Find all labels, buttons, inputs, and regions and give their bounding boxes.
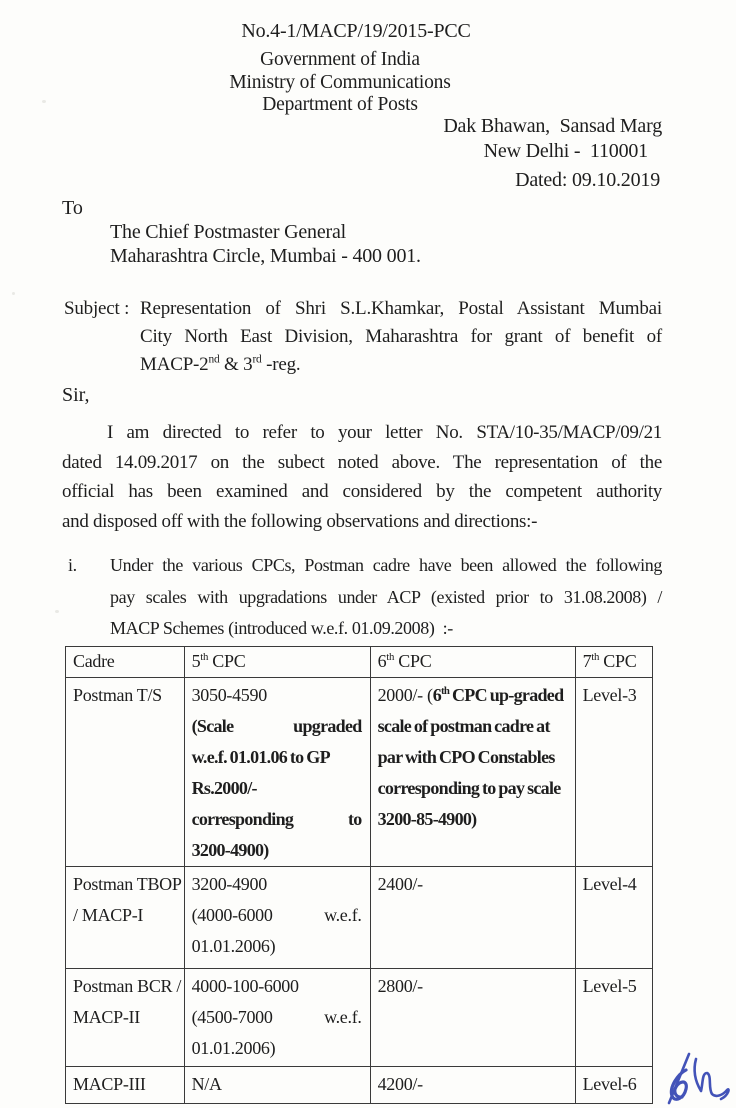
cell-word: (4500-7000 [191, 1007, 273, 1027]
cell-7th-cpc: Level-5 [575, 969, 652, 1067]
cell-cadre: MACP-III [66, 1067, 185, 1104]
header-text: 6 [377, 651, 387, 671]
subject-line-3-part: & 3 [219, 354, 253, 375]
subject-label: Subject : [64, 298, 130, 319]
cell-7th-cpc: Level-3 [575, 678, 652, 867]
ordinal-superscript: nd [208, 353, 220, 366]
cell-5th-cpc [184, 678, 370, 867]
org-line-3: Department of Posts [262, 94, 418, 115]
table-row-macp-iii [66, 1067, 653, 1104]
cell-line: MACP-II [73, 1007, 140, 1027]
cell-word: w.e.f. [324, 1007, 362, 1027]
cell-word: to [347, 809, 362, 829]
header-7th-cpc [575, 647, 652, 678]
subject-line-2: City North East Division, Maharashtra for grant of benefit of [140, 326, 662, 347]
ordinal-superscript: th [200, 651, 209, 663]
header-cadre: Cadre [66, 647, 185, 678]
header-text: CPC [208, 651, 246, 671]
ordinal-superscript: th [591, 651, 600, 663]
cell-5th-cpc [184, 867, 370, 969]
cell-7th-cpc: Level-4 [575, 867, 652, 969]
recipient-block [110, 220, 421, 268]
pay-scale-table [65, 646, 653, 1104]
body-line-2: dated 14.09.2017 on the subect noted above. The representation of the [62, 451, 662, 473]
cell-text-bold: CPC up-graded [449, 685, 564, 705]
table-row-postman-tbop [66, 867, 653, 969]
ordinal-superscript: rd [252, 353, 262, 366]
cell-line: par with CPO Constables [377, 747, 555, 767]
signature-stroke [695, 1059, 729, 1099]
cell-line: / MACP-I [73, 905, 144, 925]
scan-speck [55, 610, 59, 613]
header-text: 7 [582, 651, 592, 671]
cell-line: 4000-100-6000 [191, 976, 299, 996]
subject-line-3-part: MACP-2 [140, 354, 209, 375]
header-text: 5 [191, 651, 201, 671]
subject-line-3-part: -reg. [261, 354, 301, 375]
sender-address-block [443, 114, 662, 164]
subject-text [140, 295, 662, 379]
recipient-line-2: Maharashtra Circle, Mumbai - 400 001. [110, 245, 421, 267]
cell-7th-cpc: Level-6 [575, 1067, 652, 1104]
header-text: CPC [394, 651, 432, 671]
date-line: Dated: 09.10.2019 [515, 169, 660, 191]
body-line-3: official has been examined and considered by the competent authority [62, 481, 662, 502]
sender-address-line-2: New Delhi - 110001 [483, 140, 648, 162]
cell-text: 2000/- ( [377, 685, 433, 705]
cell-line: 01.01.2006) [191, 1038, 276, 1058]
header-6th-cpc [370, 647, 575, 678]
cell-word: (Scale [191, 716, 234, 736]
cell-cadre [66, 969, 185, 1067]
scan-speck [12, 292, 15, 295]
cell-line: Rs.2000/- [191, 778, 257, 798]
item-i-line-3: MACP Schemes (introduced w.e.f. 01.09.2008) :- [110, 618, 453, 638]
cell-line [192, 711, 368, 742]
header-text: CPC [599, 651, 637, 671]
subject-line-3 [140, 351, 662, 379]
header-5th-cpc [184, 647, 370, 678]
cell-line: 01.01.2006) [191, 936, 276, 956]
cell-word: corresponding [191, 809, 294, 829]
item-i-block [68, 550, 662, 645]
ordinal-superscript: th [386, 651, 395, 663]
signature-ink [658, 1046, 736, 1108]
table-row-postman-bcr [66, 969, 653, 1067]
reference-number: No.4-1/MACP/19/2015-PCC [241, 20, 471, 42]
cell-line [192, 900, 368, 931]
cell-6th-cpc [370, 678, 575, 867]
cell-5th-cpc [184, 969, 370, 1067]
cell-6th-cpc: 2800/- [370, 969, 575, 1067]
subject-block [64, 295, 662, 379]
body-paragraph [62, 418, 662, 536]
cell-6th-cpc: 4200/- [370, 1067, 575, 1104]
organisation-block [0, 49, 680, 117]
cell-line [192, 804, 368, 835]
cell-5th-cpc: N/A [184, 1067, 370, 1104]
cell-line: 3050-4590 [191, 685, 267, 705]
cell-line: 3200-4900 [191, 874, 267, 894]
cell-line [192, 1002, 368, 1033]
body-line-4: and disposed off with the following observations and directions:- [62, 510, 538, 532]
item-i-line-1: Under the various CPCs, Postman cadre have been allowed the following [110, 555, 662, 575]
table-row-postman-ts [66, 678, 653, 867]
cell-line: corresponding to pay scale [377, 778, 561, 798]
cell-cadre: Postman T/S [66, 678, 185, 867]
salutation: Sir, [62, 384, 90, 406]
ordinal-superscript: th [441, 685, 450, 697]
to-label: To [62, 197, 83, 219]
cell-line: scale of postman cadre at [377, 716, 550, 736]
cell-word: w.e.f. [324, 905, 362, 925]
cell-word: (4000-6000 [191, 905, 273, 925]
cell-word: upgraded [293, 716, 362, 736]
sender-address-line-1: Dak Bhawan, Sansad Marg [443, 115, 662, 137]
cell-line [378, 680, 573, 711]
cell-line: Postman BCR / [73, 976, 182, 996]
recipient-line-1: The Chief Postmaster General [110, 221, 346, 243]
table-header-row [66, 647, 653, 678]
subject-line-1: Representation of Shri S.L.Khamkar, Postal Assistant Mumbai [140, 298, 662, 319]
cell-cadre [66, 867, 185, 969]
cell-text-bold: 6 [432, 685, 441, 705]
item-i-text [110, 550, 662, 645]
org-line-2: Ministry of Communications [229, 71, 451, 93]
org-line-1: Government of India [260, 49, 420, 70]
body-line-1: I am directed to refer to your letter No. STA/10-35/MACP/09/21 [107, 422, 662, 443]
cell-line: 3200-4900) [191, 840, 269, 860]
cell-line: Postman TBOP [73, 874, 182, 894]
item-i-line-2: pay scales with upgradations under ACP (existed prior to 31.08.2008) / [110, 586, 662, 607]
cell-6th-cpc: 2400/- [370, 867, 575, 969]
cell-line: 3200-85-4900) [377, 809, 477, 829]
item-i-marker: i. [68, 555, 77, 575]
cell-line: w.e.f. 01.01.06 to GP [191, 747, 330, 767]
